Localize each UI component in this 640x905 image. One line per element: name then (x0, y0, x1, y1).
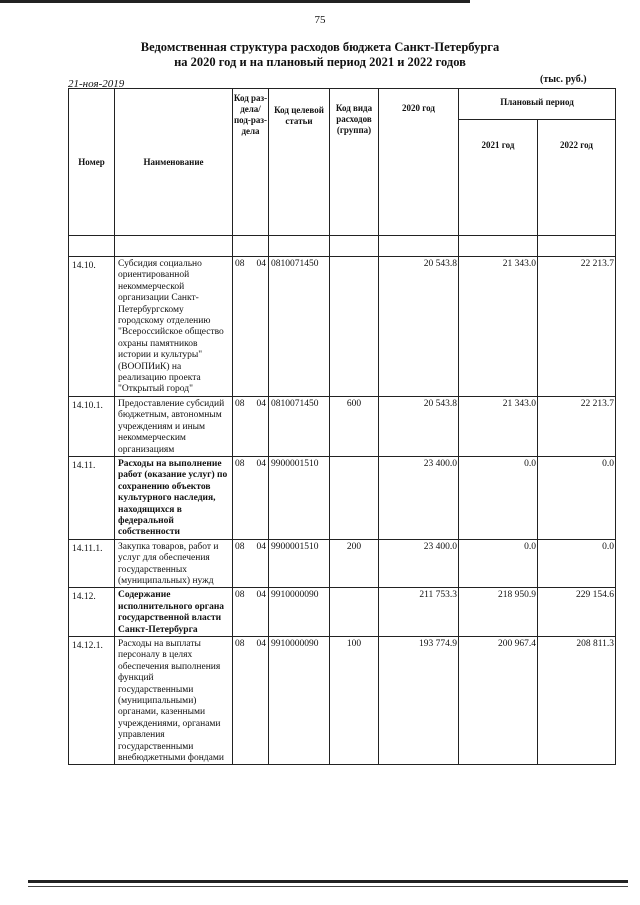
section-code: 08 (235, 541, 245, 552)
row-value-2022: 22 213.7 (538, 396, 616, 456)
document-date: 21-ноя-2019 (68, 78, 125, 90)
row-article-code: 0810071450 (269, 396, 330, 456)
row-section-code (233, 396, 269, 456)
header-number: Номер (69, 89, 115, 236)
row-article-code: 9910000090 (269, 588, 330, 637)
section-code: 08 (235, 639, 245, 649)
units-label: (тыс. руб.) (540, 74, 587, 85)
row-value-2021: 0.0 (459, 456, 538, 539)
row-value-2022: 208 811.3 (538, 637, 616, 765)
header-kind: Код вида расходов (группа) (330, 89, 379, 236)
row-number: 14.10. (69, 257, 115, 397)
row-value-2022: 0.0 (538, 539, 616, 588)
row-article-code: 0810071450 (269, 257, 330, 397)
title-line-1: Ведомственная структура расходов бюджета Санкт-Петербурга (140, 40, 500, 54)
row-article-code: 9900001510 (269, 456, 330, 539)
subsection-code: 04 (256, 541, 266, 552)
row-article-code: 9900001510 (269, 539, 330, 588)
row-value-2020: 23 400.0 (379, 456, 459, 539)
subsection-code: 04 (256, 590, 266, 601)
section-code: 08 (235, 398, 245, 409)
header-2022: 2022 год (538, 120, 616, 236)
row-section-code (233, 588, 269, 637)
section-code: 08 (235, 259, 245, 269)
row-value-2022: 22 213.7 (538, 257, 616, 397)
title-line-2: на 2020 год и на плановый период 2021 и 2022 годов (174, 55, 466, 69)
row-name: Содержание исполнительного органа государственной власти Санкт-Петербурга (115, 588, 233, 637)
header-section: Код раз-дела/ под-раз-дела (233, 89, 269, 236)
row-section-code (233, 257, 269, 397)
row-name: Предоставление субсидий бюджетным, автономным учреждениям и иным некоммерческим организациям (115, 396, 233, 456)
bottom-rule (28, 880, 628, 883)
row-kind-code (330, 456, 379, 539)
row-number: 14.12. (69, 588, 115, 637)
row-value-2020: 20 543.8 (379, 396, 459, 456)
header-plan-period: Плановый период (459, 89, 616, 120)
row-name: Субсидия социально ориентированной некоммерческой организации Санкт-Петербургскому городскому отделению "Всероссийское общество охраны памятников истории и культуры" (ВООПИиК) на реализацию проекта "Открытый город" (115, 257, 233, 397)
page-number: 75 (314, 14, 326, 26)
header-name: Наименование (115, 89, 233, 236)
subsection-code: 04 (256, 458, 266, 469)
row-article-code: 9910000090 (269, 637, 330, 765)
row-value-2021: 21 343.0 (459, 396, 538, 456)
budget-table (68, 88, 616, 765)
row-number: 14.11. (69, 456, 115, 539)
row-section-code (233, 539, 269, 588)
row-value-2020: 193 774.9 (379, 637, 459, 765)
subsection-code: 04 (256, 259, 266, 269)
row-value-2022: 0.0 (538, 456, 616, 539)
row-value-2020: 20 543.8 (379, 257, 459, 397)
table-row (69, 588, 616, 637)
header-2020: 2020 год (379, 89, 459, 236)
row-value-2021: 200 967.4 (459, 637, 538, 765)
row-section-code (233, 456, 269, 539)
spacer-row (69, 236, 616, 257)
row-value-2021: 0.0 (459, 539, 538, 588)
row-name: Расходы на выполнение работ (оказание услуг) по сохранению объектов культурного наследия, находящихся в федеральной собственности (115, 456, 233, 539)
row-section-code (233, 637, 269, 765)
section-code: 08 (235, 590, 245, 601)
row-value-2022: 229 154.6 (538, 588, 616, 637)
subsection-code: 04 (256, 639, 266, 649)
row-value-2021: 21 343.0 (459, 257, 538, 397)
row-name: Расходы на выплаты персоналу в целях обеспечения выполнения функций государственными (муниципальными) органами, казенными учреждениями, органами управления государственными внебюджетными фондами (115, 637, 233, 765)
row-number: 14.12.1. (69, 637, 115, 765)
top-rule (0, 0, 470, 3)
row-name: Закупка товаров, работ и услуг для обеспечения государственных (муниципальных) нужд (115, 539, 233, 588)
row-kind-code: 100 (330, 637, 379, 765)
row-kind-code: 200 (330, 539, 379, 588)
bottom-rule-thin (28, 886, 628, 887)
table-row (69, 539, 616, 588)
document-title (0, 40, 640, 70)
subsection-code: 04 (256, 398, 266, 409)
row-kind-code (330, 257, 379, 397)
header-2021: 2021 год (459, 120, 538, 236)
table-row (69, 637, 616, 765)
header-article: Код целевой статьи (269, 89, 330, 236)
row-number: 14.10.1. (69, 396, 115, 456)
row-value-2020: 211 753.3 (379, 588, 459, 637)
table-row (69, 396, 616, 456)
row-kind-code (330, 588, 379, 637)
table-row (69, 257, 616, 397)
row-value-2020: 23 400.0 (379, 539, 459, 588)
row-kind-code: 600 (330, 396, 379, 456)
section-code: 08 (235, 458, 245, 469)
row-value-2021: 218 950.9 (459, 588, 538, 637)
table-row (69, 456, 616, 539)
row-number: 14.11.1. (69, 539, 115, 588)
